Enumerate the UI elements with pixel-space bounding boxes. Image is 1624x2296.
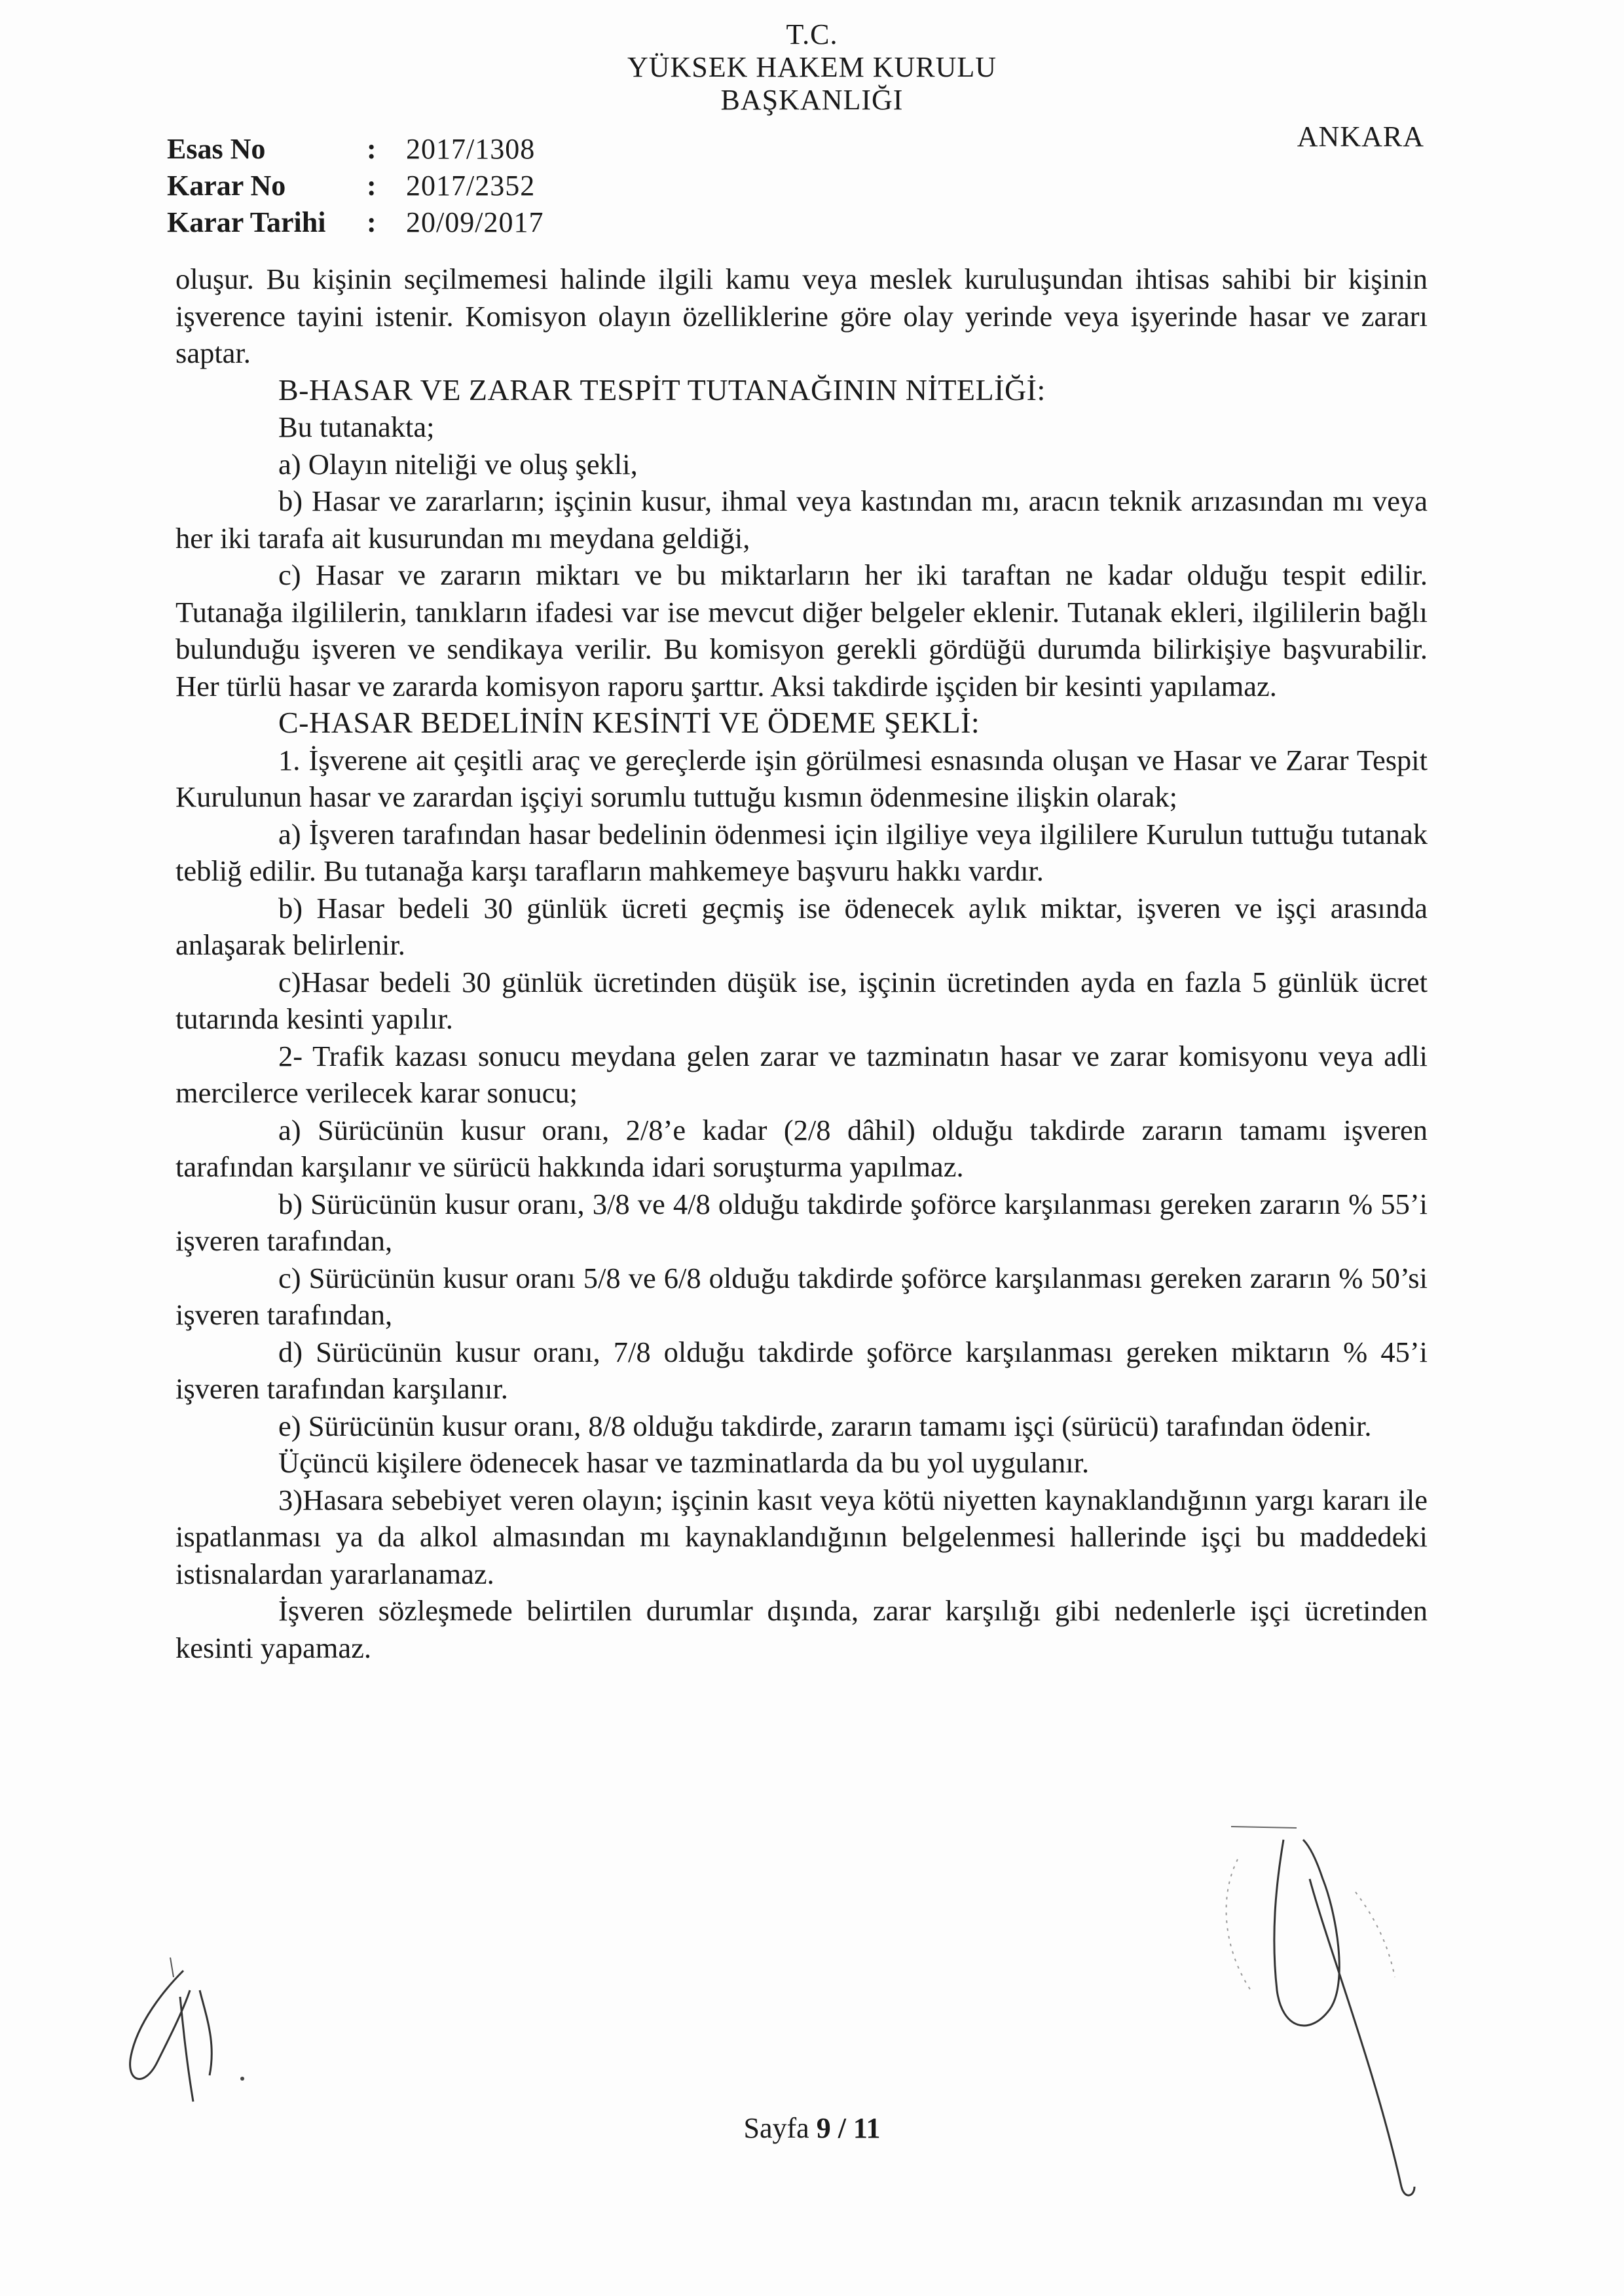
list-item-2b: b) Sürücünün kusur oranı, 3/8 ve 4/8 olduğu takdirde şoförce karşılanması gereken zararın % 55’i işveren tarafından, bbox=[175, 1187, 1428, 1257]
esas-colon: : bbox=[367, 133, 377, 165]
page-current: 9 bbox=[816, 2112, 831, 2144]
page-separator: / bbox=[838, 2112, 846, 2144]
esas-row bbox=[167, 131, 544, 168]
right-signature bbox=[1179, 1820, 1454, 2213]
esas-value: 2017/1308 bbox=[406, 133, 536, 165]
list-item-2d: d) Sürücünün kusur oranı, 7/8 olduğu takdirde şoförce karşılanması gereken miktarın % 45’i işveren tarafından karşılanır. bbox=[175, 1335, 1428, 1405]
list-item-1b: b) Hasar bedeli 30 günlük ücreti geçmiş ise ödenecek aylık miktar, işveren ve işçi arasında anlaşarak belirlenir. bbox=[175, 891, 1428, 961]
city-label: ANKARA bbox=[1297, 120, 1424, 153]
karar-colon: : bbox=[367, 170, 377, 202]
tarih-value: 20/09/2017 bbox=[406, 206, 544, 238]
karar-row bbox=[167, 168, 544, 204]
tarih-label: Karar Tarihi bbox=[167, 206, 326, 238]
page-total: 11 bbox=[853, 2112, 881, 2144]
tarih-colon: : bbox=[367, 206, 377, 238]
page-label: Sayfa bbox=[743, 2112, 809, 2144]
section-heading-b: B-HASAR VE ZARAR TESPİT TUTANAĞININ NİTELİĞİ: bbox=[278, 373, 1046, 407]
list-item-a: a) Olayın niteliği ve oluş şekli, bbox=[278, 447, 638, 481]
list-item-1c: c)Hasar bedeli 30 günlük ücretinden düşük ise, işçinin ücretinden ayda en fazla 5 günlük ücret tutarında kesinti yapılır. bbox=[175, 965, 1428, 1035]
paragraph-continuation: oluşur. Bu kişinin seçilmemesi halinde ilgili kamu veya meslek kuruluşundan ihtisas sahibi bir kişinin işverence tayini istenir. Komisyon olayın özelliklerine göre olay yerinde veya işyerinde hasar ve zararı saptar. bbox=[175, 263, 1428, 369]
list-item-2a: a) Sürücünün kusur oranı, 2/8’e kadar (2/8 dâhil) olduğu takdirde zararın tamamı işveren tarafından karşılanır ve sürücü hakkında idari soruşturma yapılmaz. bbox=[175, 1113, 1428, 1183]
karar-label: Karar No bbox=[167, 170, 286, 202]
paragraph-3: 3)Hasara sebebiyet veren olayın; işçinin kasıt veya kötü niyetten kaynaklandığının yargı kararı ile ispatlanması ya da alkol almasından mı kaynaklandığının belgelenmesi hallerinde işçi bu maddedeki istisnalardan yararlanamaz. bbox=[175, 1483, 1428, 1590]
letterhead bbox=[0, 18, 1624, 117]
paragraph-final: İşveren sözleşmede belirtilen durumlar dışında, zarar karşılığı gibi nedenlerle işçi ücretinden kesinti yapamaz. bbox=[175, 1594, 1428, 1664]
case-metadata bbox=[167, 131, 544, 241]
section-heading-c: C-HASAR BEDELİNİN KESİNTİ VE ÖDEME ŞEKLİ: bbox=[278, 706, 980, 739]
page-footer bbox=[0, 2111, 1624, 2145]
paragraph-intro: Bu tutanakta; bbox=[278, 410, 435, 443]
letterhead-tc: T.C. bbox=[786, 18, 838, 50]
document-body bbox=[175, 261, 1428, 1666]
list-item-c: c) Hasar ve zararın miktarı ve bu miktarların her iki taraftan ne kadar olduğu tespit edilir. Tutanağa ilgililerin, tanıkların ifadesi var ise mevcut diğer belgeler eklenir. Tutanak ekleri, ilgililerin bağlı bulunduğu işveren ve sendikaya verilir. Bu komisyon gerekli gördüğü durumda bilirkişiye başvurabilir. Her türlü hasar ve zararda komisyon raporu şarttır. Aksi takdirde işçiden bir kesinti yapılamaz. bbox=[175, 558, 1428, 702]
letterhead-presidency: BAŞKANLIĞI bbox=[720, 84, 904, 116]
list-item-2c: c) Sürücünün kusur oranı 5/8 ve 6/8 olduğu takdirde şoförce karşılanması gereken zararın % 50’si işveren tarafından, bbox=[175, 1261, 1428, 1331]
esas-label: Esas No bbox=[167, 133, 266, 165]
paragraph-third-parties: Üçüncü kişilere ödenecek hasar ve tazminatlarda da bu yol uygulanır. bbox=[278, 1446, 1090, 1479]
letterhead-institution: YÜKSEK HAKEM KURULU bbox=[627, 51, 997, 83]
left-signature bbox=[85, 1951, 255, 2134]
list-item-1a: a) İşveren tarafından hasar bedelinin ödenmesi için ilgiliye veya ilgililere Kurulun tuttuğu tutanak tebliğ edilir. Bu tutanağa karşı tarafların mahkemeye başvuru hakkı vardır. bbox=[175, 817, 1428, 887]
karar-value: 2017/2352 bbox=[406, 170, 536, 202]
list-item-2e: e) Sürücünün kusur oranı, 8/8 olduğu takdirde, zararın tamamı işçi (sürücü) tarafından ödenir. bbox=[278, 1409, 1372, 1442]
paragraph-2: 2- Trafik kazası sonucu meydana gelen zarar ve tazminatın hasar ve zarar komisyonu veya adli mercilerce verilecek karar sonucu; bbox=[175, 1039, 1428, 1109]
tarih-row bbox=[167, 204, 544, 241]
list-item-b: b) Hasar ve zararların; işçinin kusur, ihmal veya kastından mı, aracın teknik arızasından mı veya her iki tarafa ait kusurundan mı meydana geldiği, bbox=[175, 484, 1428, 555]
paragraph-1: 1. İşverene ait çeşitli araç ve gereçlerde işin görülmesi esnasında oluşan ve Hasar ve Zarar Tespit Kurulunun hasar ve zarardan işçiyi sorumlu tuttuğu kısmın ödenmesine ilişkin olarak; bbox=[175, 743, 1428, 813]
